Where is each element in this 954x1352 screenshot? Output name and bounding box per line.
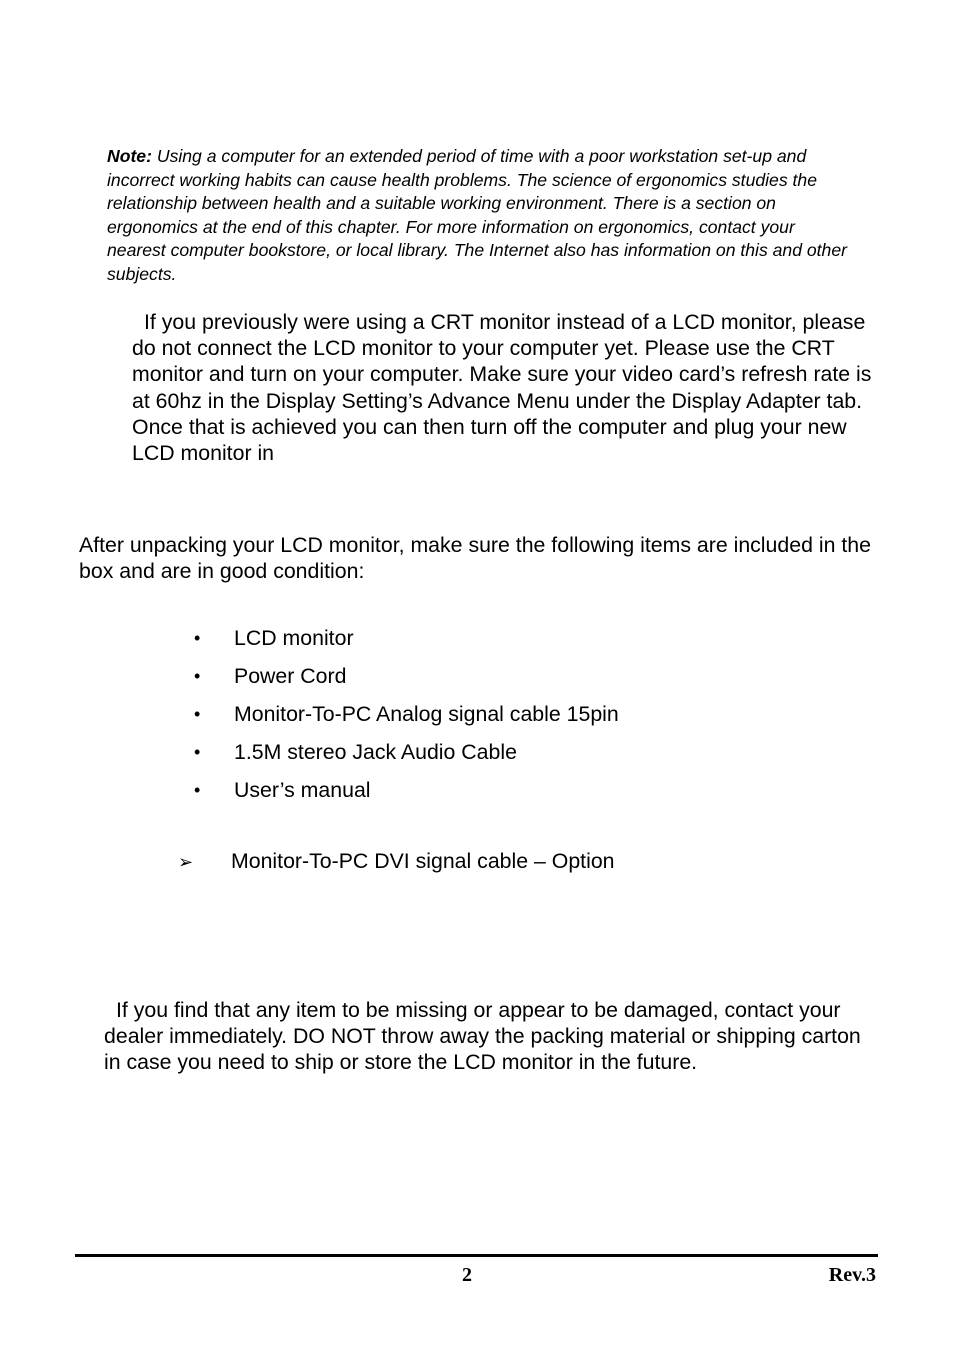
optional-item-text: Monitor-To-PC DVI signal cable – Option (231, 849, 615, 873)
unpacking-paragraph: After unpacking your LCD monitor, make sure the following items are included in the box and are in good condition: (79, 533, 871, 584)
list-item-text: User’s manual (234, 778, 371, 802)
bullet-icon: • (194, 704, 201, 724)
list-item-text: Monitor-To-PC Analog signal cable 15pin (234, 702, 619, 726)
revision-label: Rev.3 (828, 1264, 876, 1286)
footer-divider (75, 1254, 878, 1257)
ergonomics-note (107, 145, 847, 286)
bullet-icon: • (194, 780, 201, 800)
bullet-icon: • (194, 742, 201, 762)
list-item-text: LCD monitor (234, 626, 354, 650)
note-label: Note: (107, 146, 152, 166)
crt-monitor-paragraph: If you previously were using a CRT monitor instead of a LCD monitor, please do not connect the LCD monitor to your computer yet. Please use the CRT monitor and turn on your computer. Make sure your video card’s refresh rate is at 60hz in the Display Setting’s Advance Menu under the Display Adapter tab. Once that is achieved you can then turn off the computer and plug your new LCD monitor in (132, 310, 872, 466)
arrowhead-bullet-icon: ➢ (178, 852, 194, 872)
list-item-text: 1.5M stereo Jack Audio Cable (234, 740, 517, 764)
optional-item (178, 845, 615, 878)
note-text: Using a computer for an extended period of time with a poor workstation set-up and incorrect working habits can cause health problems. The science of ergonomics studies the relationship between health and a suitable working environment. There is a section on ergonomics at the end of this chapter. For more information on ergonomics, contact your nearest computer bookstore, or local library. The Internet also has information on this and other subjects. (107, 146, 847, 284)
bullet-icon: • (194, 666, 201, 686)
missing-items-paragraph: If you find that any item to be missing or appear to be damaged, contact your dealer immediately. DO NOT throw away the packing material or shipping carton in case you need to ship or store the LCD monitor in the future. (104, 998, 861, 1075)
bullet-icon: • (194, 628, 201, 648)
list-item-text: Power Cord (234, 664, 347, 688)
page-number: 2 (462, 1264, 472, 1286)
